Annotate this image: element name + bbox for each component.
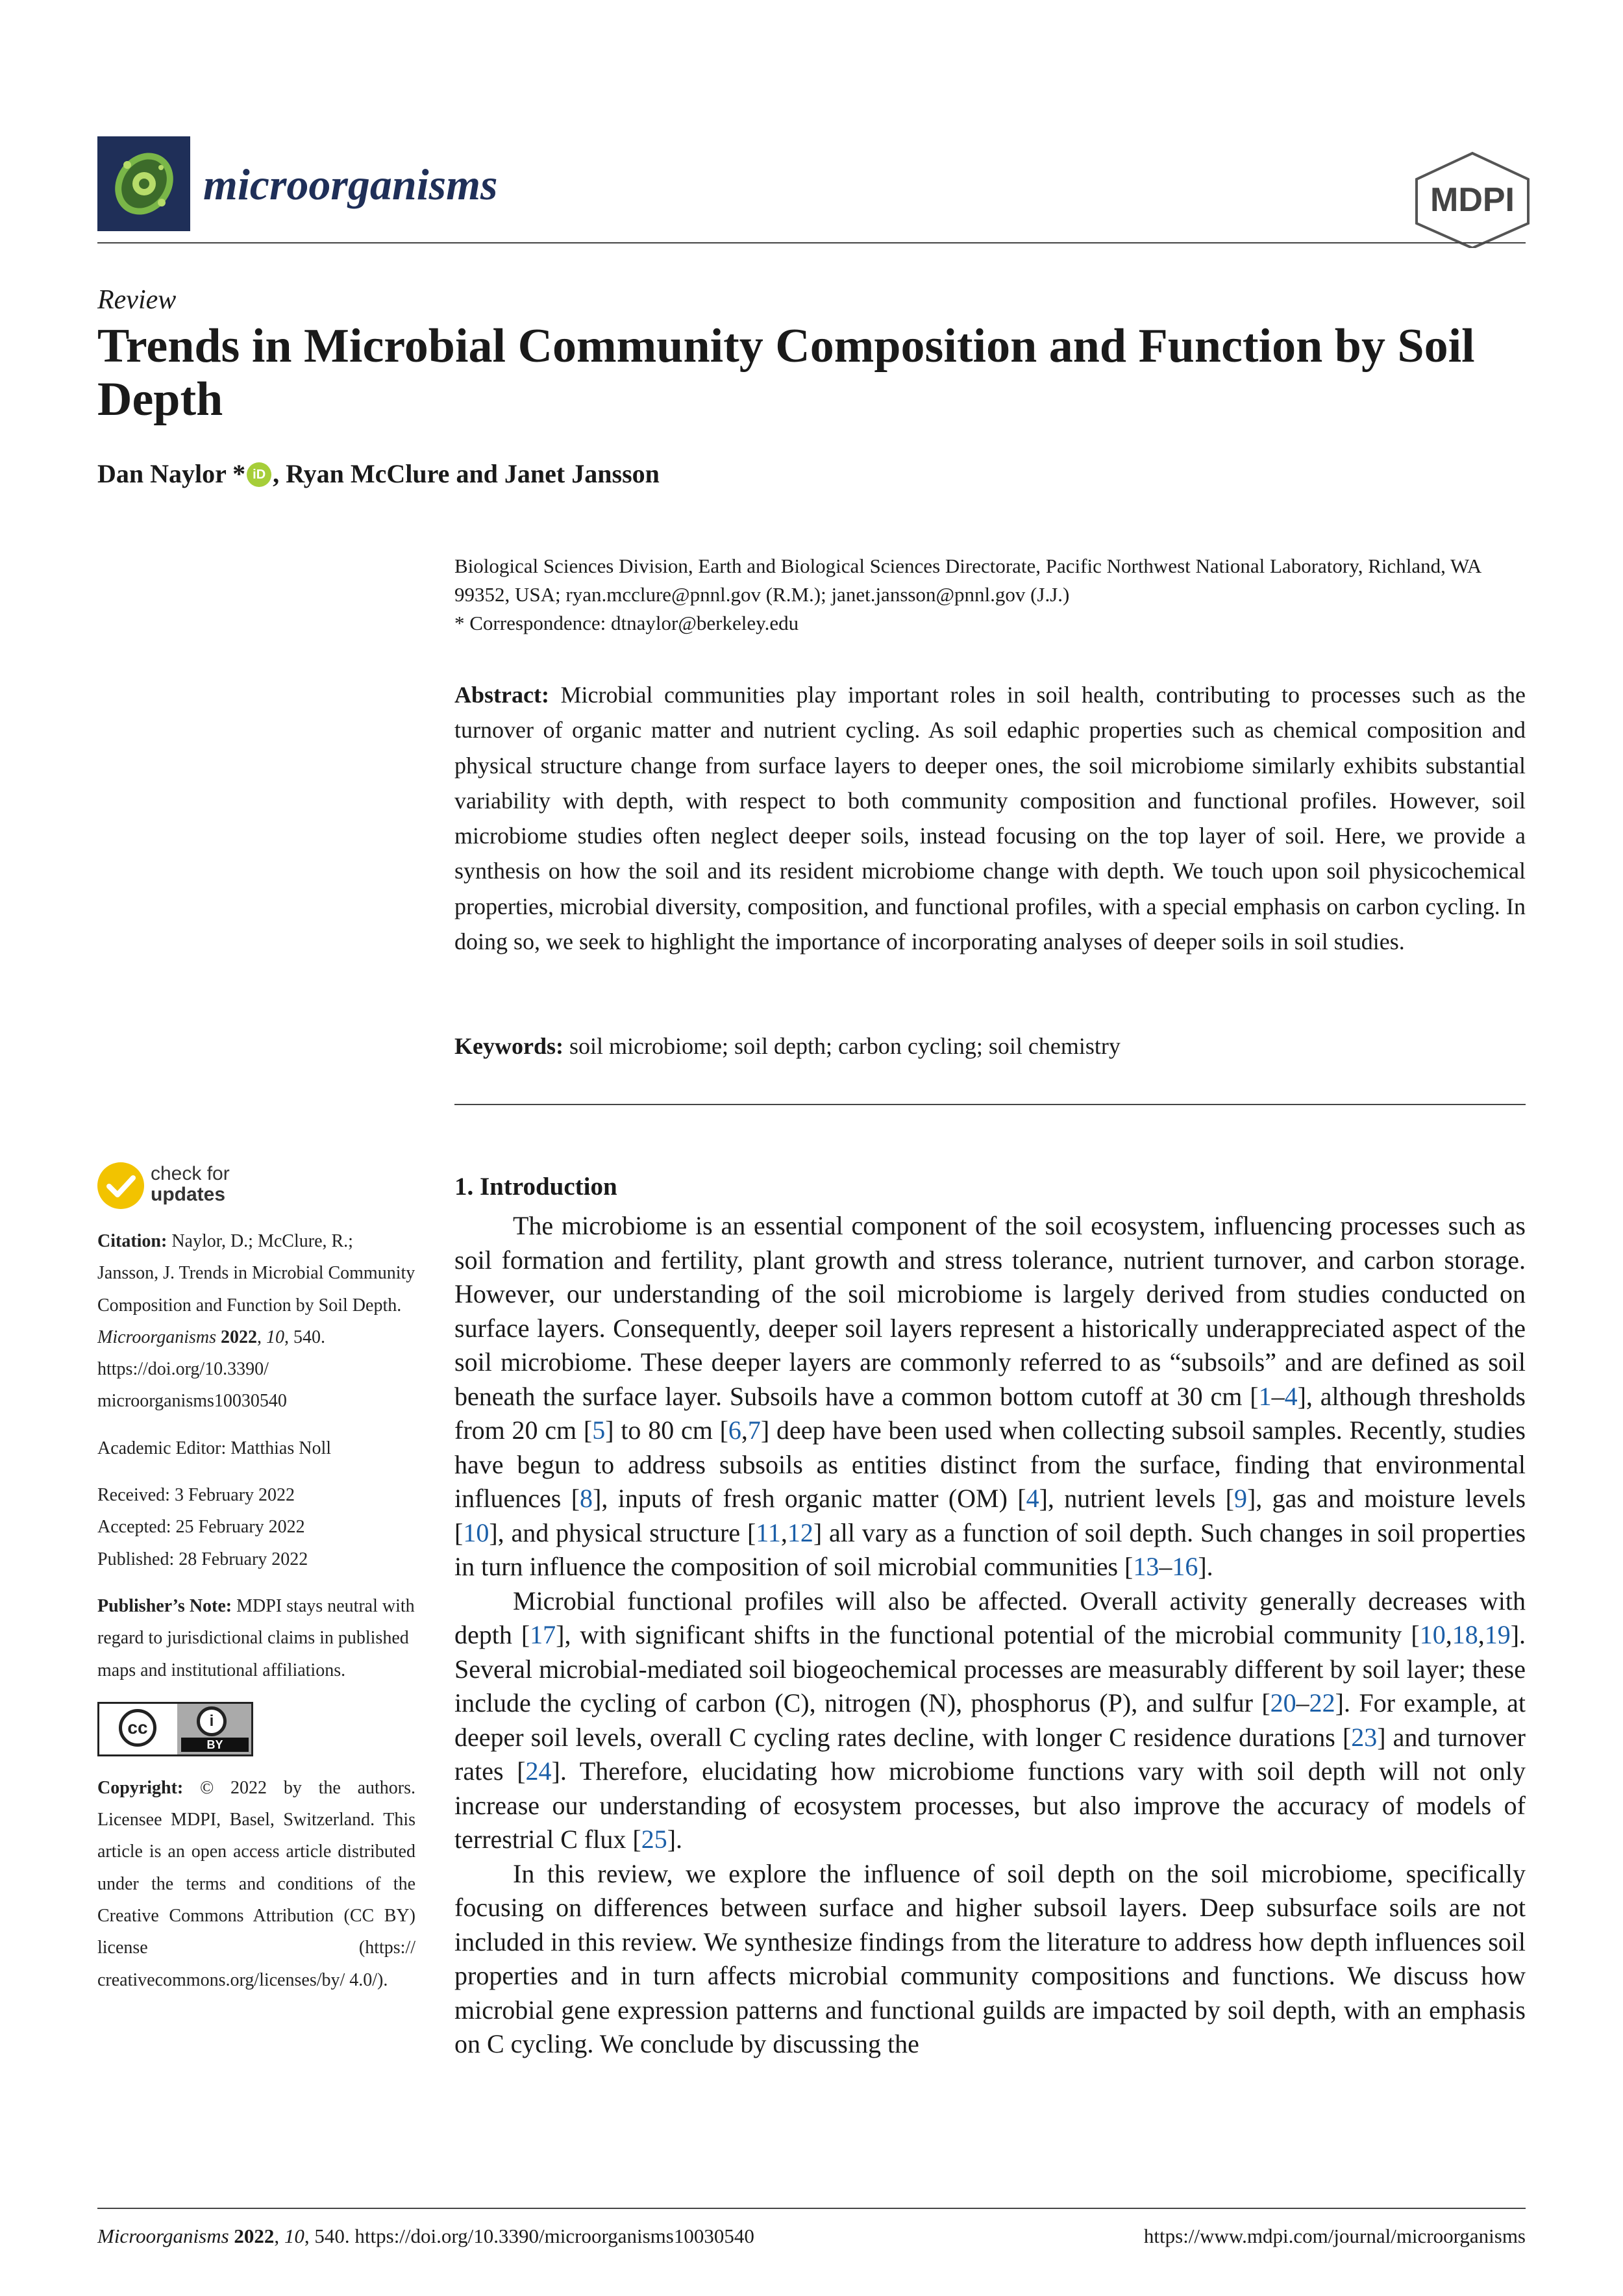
reference-link[interactable]: 20 <box>1270 1688 1296 1717</box>
abstract-text: Microbial communities play important roles in soil health, contributing to processes such as the turnover of organic matter and nutrient cycling. As soil edaphic properties such as chemical composition and physical structure change from surface layers to deeper ones, the soil microbiome similarly exhibits substantial variability with depth, with respect to both community composition and functional profiles. However, soil microbiome studies often neglect deeper soils, instead focusing on the top layer of soil. Here, we provide a synthesis on how the soil and its resident microbiome change with depth. We touch upon soil physicochemical properties, microbial diversity, composition, and functional profiles, with a special emphasis on carbon cycling. In doing so, we seek to highlight the importance of incorporating analyses of deeper soils in soil studies. <box>454 682 1526 955</box>
academic-editor: Academic Editor: Matthias Noll <box>97 1438 332 1458</box>
check-icon <box>97 1162 144 1209</box>
author-rest: , Ryan McClure and Janet Jansson <box>273 459 660 488</box>
by-label: BY <box>181 1738 249 1752</box>
check-for-updates-label: check for updates <box>151 1163 230 1205</box>
accepted-date: Accepted: 25 February 2022 <box>97 1517 305 1538</box>
correspondence: * Correspondence: dtnaylor@berkeley.edu <box>454 612 799 634</box>
footer-citation: Microorganisms 2022, 10, 540. https://doi.org/10.3390/microorganisms10030540 <box>97 2225 754 2247</box>
cc-by-license-badge[interactable] <box>97 1702 253 1756</box>
reference-link[interactable]: 19 <box>1484 1620 1511 1649</box>
reference-link[interactable]: 16 <box>1172 1552 1198 1581</box>
reference-link[interactable]: 11 <box>756 1517 781 1547</box>
citation: Citation: Naylor, D.; McClure, R.; Jansson, J. Trends in Microbial Community Composition and Function by Soil Depth. Microorganisms 2022, 10, 540. https://doi.org/10.3390/ microorganisms10030540 <box>97 1231 415 1412</box>
reference-link[interactable]: 4 <box>1026 1484 1039 1513</box>
reference-link[interactable]: 7 <box>747 1416 761 1445</box>
published-date: Published: 28 February 2022 <box>97 1549 308 1569</box>
cc-icon: cc <box>119 1709 156 1747</box>
corresponding-marker: * <box>232 459 246 488</box>
footer-journal-url[interactable]: https://www.mdpi.com/journal/microorganisms <box>1143 2225 1526 2247</box>
by-person-icon: i <box>197 1706 227 1736</box>
keywords-label: Keywords: <box>454 1033 564 1059</box>
reference-link[interactable]: 1 <box>1258 1381 1272 1411</box>
reference-link[interactable]: 12 <box>787 1517 813 1547</box>
author-first: Dan Naylor <box>97 459 227 488</box>
abstract <box>454 677 1526 959</box>
reference-link[interactable]: 5 <box>592 1416 606 1445</box>
body-text <box>454 1209 1526 2062</box>
reference-link[interactable]: 9 <box>1233 1484 1247 1513</box>
journal-logo <box>97 136 190 231</box>
affiliation-block <box>454 552 1526 638</box>
affiliation: Biological Sciences Division, Earth and Biological Sciences Directorate, Pacific Northwest National Laboratory, Richland, WA 99352, USA; ryan.mcclure@pnnl.gov (R.M.); janet.jansson@pnnl.gov (J.J.) <box>454 555 1481 606</box>
copyright: Copyright: © 2022 by the authors. Licensee MDPI, Basel, Switzerland. This article is an open access article distributed under the terms and conditions of the Creative Commons Attribution (CC BY) license (https:// creativecommons.org/licenses/by/ 4.0/). <box>97 1777 415 1990</box>
paragraph: The microbiome is an essential component of the soil ecosystem, influencing processes such as soil formation and fertility, plant growth and stress tolerance, nutrient turnover, and carbon storage. However, our understanding of the soil microbiome is largely derived from studies conducted on surface layers. Consequently, deeper soil layers represent a historically underappreciated aspect of the soil microbiome. These deeper layers are commonly referred to as “subsoils” and are defined as soil beneath the surface layer. Subsoils have a common bottom cutoff at 30 cm [1–4], although thresholds from 20 cm [5] to 80 cm [6,7] deep have been used when collecting subsoil samples. Recently, studies have begun to address subsoils as entities distinct from the surface, finding that environmental influences [8], inputs of fresh organic matter (OM) [4], nutrient levels [9], gas and moisture levels [10], and physical structure [11,12] all vary as a function of soil depth. Such changes in soil properties in turn influence the composition of soil microbial communities [13–16]. <box>454 1211 1526 1581</box>
reference-link[interactable]: 22 <box>1309 1688 1335 1717</box>
microbe-icon <box>97 136 190 231</box>
reference-link[interactable]: 10 <box>1419 1620 1446 1649</box>
abstract-divider <box>454 1104 1526 1105</box>
author-list <box>97 458 660 489</box>
reference-link[interactable]: 6 <box>728 1416 741 1445</box>
mdpi-logo-text: MDPI <box>1430 181 1515 219</box>
reference-link[interactable]: 13 <box>1133 1552 1159 1581</box>
keywords-text: soil microbiome; soil depth; carbon cycling; soil chemistry <box>569 1033 1121 1059</box>
reference-link[interactable]: 24 <box>525 1756 552 1786</box>
reference-link[interactable]: 18 <box>1452 1620 1478 1649</box>
check-for-updates-badge[interactable] <box>97 1162 318 1221</box>
sidebar <box>97 1225 415 1996</box>
paragraph: In this review, we explore the influence of soil depth on the soil microbiome, specifically focusing on differences between surface and higher subsoil layers. Deep subsurface soils are not included in this review. We synthesize findings from the literature to address how depth influences soil properties and in turn affects microbial community compositions and functions. We discuss how microbial gene expression patterns and functional guilds are impacted by soil depth, with an emphasis on C cycling. We conclude by discussing the <box>454 1858 1526 2058</box>
orcid-icon[interactable]: iD <box>247 462 271 487</box>
reference-link[interactable]: 8 <box>580 1484 593 1513</box>
abstract-label: Abstract: <box>454 682 549 708</box>
reference-link[interactable]: 17 <box>530 1620 556 1649</box>
reference-link[interactable]: 4 <box>1284 1381 1298 1411</box>
header-divider <box>97 242 1526 243</box>
section-heading: 1. Introduction <box>454 1173 617 1201</box>
journal-name: microorganisms <box>203 160 498 209</box>
received-date: Received: 3 February 2022 <box>97 1485 295 1506</box>
publisher-note: Publisher’s Note: MDPI stays neutral with regard to jurisdictional claims in published maps and institutional affiliations. <box>97 1595 415 1680</box>
reference-link[interactable]: 10 <box>463 1517 489 1547</box>
mdpi-logo <box>1407 151 1537 248</box>
reference-link[interactable]: 23 <box>1351 1722 1378 1752</box>
footer-divider <box>97 2208 1526 2209</box>
article-type: Review <box>97 285 177 315</box>
article-title: Trends in Microbial Community Composition and Function by Soil Depth <box>97 319 1475 426</box>
keywords <box>454 1032 1526 1060</box>
paragraph: Microbial functional profiles will also be affected. Overall activity generally decreases with depth [17], with significant shifts in the functional potential of the microbial community [10,18,19]. Several microbial-mediated soil biogeochemical processes are measurably different by soil layer; these include the cycling of carbon (C), nitrogen (N), phosphorus (P), and sulfur [20–22]. For example, at deeper soil levels, overall C cycling rates decline, with longer C residence durations [23] and turnover rates [24]. Therefore, elucidating how microbiome functions vary with soil depth will not only increase our understanding of ecosystem processes, but also improve the accuracy of models of terrestrial C flux [25]. <box>454 1586 1526 1854</box>
reference-link[interactable]: 25 <box>641 1825 667 1854</box>
